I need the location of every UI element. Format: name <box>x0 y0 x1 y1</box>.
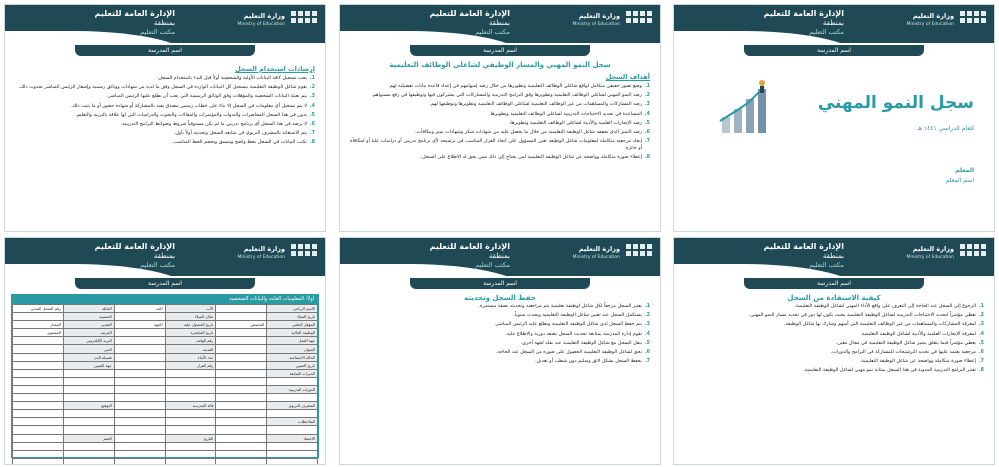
table-cell <box>63 426 114 434</box>
table-cell <box>114 353 165 361</box>
table-cell: الحالة الاجتماعية <box>267 353 318 361</box>
table-cell <box>267 458 318 465</box>
table-cell <box>114 434 165 442</box>
table-cell: الجد <box>114 305 165 313</box>
page-cover <box>673 4 995 232</box>
table-cell <box>114 369 165 377</box>
table-cell: الأب <box>165 305 216 313</box>
table-row <box>13 353 318 361</box>
page-personal-info-form <box>4 237 326 465</box>
table-cell <box>63 377 114 385</box>
table-cell <box>13 313 64 321</box>
table-row <box>13 418 318 426</box>
list-item: 3. لمعرفة المشاركات والمساهمات من غير الوظائف التعليمية التي أسهم وشارك بها شاغل الوظيفة. <box>784 322 984 328</box>
list-item: 1. يجب تسجيل كافة البيانات الأولية والشخصية أولاً قبل البدء باستخدام السجل. <box>156 76 315 81</box>
table-cell <box>267 410 318 418</box>
school-name-label: اسم المدرسة <box>410 278 590 289</box>
table-cell: المعدل <box>13 321 64 329</box>
table-cell: الدورات التدريبية <box>267 385 318 393</box>
section-subtitle: أهداف السجل <box>605 73 650 81</box>
table-cell: عدد الأبناء <box>165 353 216 361</box>
table-cell <box>13 345 64 353</box>
teacher-label: المعلم <box>955 167 974 174</box>
ministry-logo: وزارة التعليم Ministry of Education <box>866 244 986 266</box>
table-row <box>13 394 318 402</box>
table-row <box>13 434 318 442</box>
table-cell: العنوان <box>267 345 318 353</box>
list-item: 8. تكتب البيانات في السجل بخط واضح ومنسق وبحجم الخط المناسب. <box>171 140 315 146</box>
table-cell: المدينة <box>165 345 216 353</box>
table-cell <box>114 442 165 450</box>
school-name-label: اسم المدرسة <box>744 45 924 56</box>
table-cell: جهة العمل <box>267 337 318 345</box>
page-header: وزارة التعليم Ministry of Education الإدارة العامة للتعليم بمنطقة مكتب التعليم <box>674 238 994 276</box>
table-cell <box>63 410 114 418</box>
list-item: 4. المساعدة في تحديد الاحتياجات التدريبية لشاغلي الوظائف التعليمية وتطويرها. <box>489 111 650 117</box>
list-item: 5. يدون في هذا السجل المحاضرات والندوات والمؤتمرات والمقالات والبحوث والدراسات التي لها علاقة بالتربية والتعليم. <box>75 112 315 118</box>
table-cell <box>216 394 267 402</box>
table-cell: الجهة <box>114 321 165 329</box>
table-cell <box>63 450 114 458</box>
table-cell <box>13 369 64 377</box>
list-item: 7. إعطاء صورة متكاملة وواضحة عن شاغل الوظيفة التعليمية. <box>859 359 984 365</box>
page-header: وزارة التعليم Ministry of Education الإدارة العامة للتعليم بمنطقة مكتب التعليم <box>5 238 325 276</box>
section-subtitle: كيفية الاستفادة من السجل <box>787 294 881 302</box>
school-name-label: اسم المدرسة <box>410 45 590 56</box>
table-cell <box>114 385 165 393</box>
table-cell <box>13 434 64 442</box>
list-item: 2. تعطي مؤشراً لتحديد الاحتياجات التدريبية لشاغل الوظيفة التعليمية بحيث يكون لها دور في تحديد مسار النمو المهني. <box>748 313 984 319</box>
table-cell: العائلة <box>63 305 114 313</box>
table-cell <box>165 385 216 393</box>
list-item: 2. يقوم شاغل الوظيفة التعليمية بتسجيل كل البيانات الواردة في السجل وفق ما لديه من شهادات ووثائق رسمية وإشعار الرئيس المباشر بحدوث ذلك. <box>18 85 315 91</box>
ministry-logo: وزارة التعليم Ministry of Education <box>197 11 317 33</box>
table-cell <box>63 442 114 450</box>
table-cell <box>165 426 216 434</box>
table-cell <box>114 418 165 426</box>
form-title: أولاً: المعلومات العامة والبيانات الشخصية <box>12 295 318 304</box>
table-cell <box>216 458 267 465</box>
list-item: 3. يتم تعبئة البيانات الشخصية والمؤهلات وفق الوثائق الرسمية التي يجب أن يطلع عليها الرئيس المباشر. <box>106 94 315 100</box>
table-row <box>13 313 318 321</box>
table-cell <box>13 394 64 402</box>
table-cell <box>63 369 114 377</box>
list-item: 7. يتم الاستعانة بالمشرف التربوي في متابعة السجل وتحديثه أولاً بأول. <box>173 131 315 137</box>
table-row <box>13 329 318 337</box>
table-cell: الحي <box>63 345 114 353</box>
school-name-label: اسم المدرسة <box>75 45 255 56</box>
table-cell <box>216 377 267 385</box>
page-header: وزارة التعليم Ministry of Education الإدارة العامة للتعليم بمنطقة مكتب التعليم <box>340 238 660 276</box>
teacher-name: اسم المعلم <box>945 177 974 184</box>
header-line1: الإدارة العامة للتعليم <box>94 9 175 18</box>
table-row <box>13 305 318 313</box>
table-cell <box>216 361 267 369</box>
table-cell: تاريخ الميلاد <box>267 313 318 321</box>
table-cell: الملاحظات <box>267 418 318 426</box>
table-cell <box>165 394 216 402</box>
header-line3: مكتب التعليم <box>140 28 175 36</box>
table-row <box>13 361 318 369</box>
table-cell <box>13 458 64 465</box>
table-cell <box>114 394 165 402</box>
table-cell: البريد الإلكتروني <box>63 337 114 345</box>
table-cell: الخبرات السابقة <box>267 369 318 377</box>
list-item: 3. رصد المشاركات والمساهمات من غير الوظائف التعليمية لشاغلي الوظائف التعليمية وتطويرها وتوظيفها لهم. <box>429 102 650 108</box>
table-row <box>13 385 318 393</box>
list-item: 4. لمعرفة الإنجازات العلمية والأدبية لشاغل الوظيفة التعليمية. <box>860 331 984 337</box>
cover-title: سجل النمو المهني <box>817 93 974 113</box>
table-cell <box>114 410 165 418</box>
table-row <box>13 345 318 353</box>
page-how-to-benefit <box>673 237 995 465</box>
list-item: 3. يتم حفظ السجل لدى شاغل الوظيفة التعليمية ويطلع عليه الرئيس المباشر. <box>494 322 650 328</box>
table-cell <box>216 369 267 377</box>
table-cell <box>267 394 318 402</box>
table-cell <box>63 458 114 465</box>
ministry-logo: وزارة التعليم Ministry of Education <box>866 11 986 33</box>
table-cell: التخصص <box>216 321 267 329</box>
table-cell <box>114 337 165 345</box>
ministry-logo: وزارة التعليم Ministry of Education <box>532 244 652 266</box>
table-cell <box>165 450 216 458</box>
table-cell <box>216 345 267 353</box>
table-cell: رقم القرار <box>165 361 216 369</box>
table-cell <box>165 410 216 418</box>
objective-list <box>350 84 650 162</box>
table-cell: الجنسية <box>63 313 114 321</box>
table-row <box>13 321 318 329</box>
page-header: وزارة التعليم Ministry of Education الإدارة العامة للتعليم بمنطقة مكتب التعليم <box>340 5 660 43</box>
list-item: 1. يعتبر السجل مرجعاً لكل شاغل لوظيفة تعليمية يتم مراجعته وتحديثه بصفة مستمرة. <box>478 304 650 309</box>
table-cell <box>216 410 267 418</box>
table-cell: الاعتماد <box>267 434 318 442</box>
table-cell <box>165 458 216 465</box>
table-cell <box>216 426 267 434</box>
table-cell <box>165 369 216 377</box>
table-cell <box>13 361 64 369</box>
list-item: 5. ينقل السجل مع شاغل الوظيفة التعليمية عند نقله لجهة أخرى. <box>520 340 650 346</box>
table-row <box>13 337 318 345</box>
table-cell <box>114 402 165 410</box>
school-name-label: اسم المدرسة <box>75 278 255 289</box>
table-cell <box>216 450 267 458</box>
ministry-logo: وزارة التعليم Ministry of Education <box>197 244 317 266</box>
list-item: 4. لا يتم تسجيل أي معلومات في السجل إلا بناء على خطاب رسمي مصدق يفيد بالمشاركة أو شهادة حضور أو ما يثبت ذلك. <box>70 103 315 109</box>
table-row <box>13 410 318 418</box>
table-cell <box>267 426 318 434</box>
table-cell <box>165 418 216 426</box>
list-item: 6. لا يرصد في هذا السجل أي برنامج تدريبي ما لم يكن مستوفياً شروط وضوابط البرامج التدريبية. <box>120 121 315 127</box>
table-cell <box>114 313 165 321</box>
table-cell <box>13 426 64 434</box>
table-row <box>13 442 318 450</box>
table-cell <box>267 377 318 385</box>
page-header <box>5 5 325 43</box>
list-item: 2. رصد النمو المهني لشاغلي الوظائف التعليمية وتطويرها وفق البرامج التدريبية والمشاركات التي يشتركون فيها وتوظيفها في رفع مستواهم. <box>371 93 650 99</box>
table-cell: مكان الميلاد <box>165 313 216 321</box>
list-item: 7. يحفظ السجل بشكل لائق وسليم دون شطب أو تعديل. <box>535 359 650 365</box>
table-cell <box>216 385 267 393</box>
table-cell <box>216 305 267 313</box>
page-header: وزارة التعليم Ministry of Education الإدارة العامة للتعليم بمنطقة مكتب التعليم <box>674 5 994 43</box>
header-line2: بمنطقة <box>153 19 175 27</box>
table-cell: التقدير <box>63 321 114 329</box>
table-row <box>13 402 318 410</box>
table-cell <box>63 418 114 426</box>
table-cell: الاسم الرباعي <box>267 305 318 313</box>
table-row <box>13 369 318 377</box>
table-cell <box>114 426 165 434</box>
table-cell <box>63 394 114 402</box>
list-item: 6. رصد التميز الذي يحققه شاغل الوظيفة التعليمية من خلال ما يحصل عليه من شهادات شكر وشهادات تميز ومكافآت. <box>415 129 650 135</box>
table-cell: جهة التعيين <box>63 361 114 369</box>
table-cell <box>216 418 267 426</box>
list-item: 2. يستكمل السجل عند تعيين شاغل الوظيفة التعليمية ويحدث سنوياً. <box>513 313 650 319</box>
table-cell: المرتبة <box>63 329 114 337</box>
cover-year: للعام الدراسي ١٤٤١ هـ <box>916 125 974 132</box>
table-cell <box>13 385 64 393</box>
table-cell <box>165 377 216 385</box>
table-cell: تاريخ الحصول عليه <box>165 321 216 329</box>
table-cell <box>13 442 64 450</box>
table-cell <box>13 353 64 361</box>
school-name-label: اسم المدرسة <box>744 278 924 289</box>
table-cell <box>216 434 267 442</box>
ministry-logo: وزارة التعليم Ministry of Education <box>532 11 652 33</box>
table-cell <box>216 329 267 337</box>
table-cell <box>114 377 165 385</box>
table-cell <box>216 337 267 345</box>
table-cell <box>63 385 114 393</box>
table-cell <box>267 450 318 458</box>
section-subtitle: إرشادات استخدام السجل <box>235 65 315 73</box>
table-cell: الختم <box>63 434 114 442</box>
table-cell: المستوى <box>13 329 64 337</box>
table-cell <box>216 442 267 450</box>
table-cell: قائد المدرسة <box>165 402 216 410</box>
list-item: 8. تعتبر البرامج التدريبية المدونة في هذا السجل بمثابة نمو مهني لشاغل الوظيفة التعليمية. <box>803 368 984 374</box>
table-cell <box>114 450 165 458</box>
table-cell <box>216 313 267 321</box>
page-usage-instructions <box>4 4 326 232</box>
table-cell <box>13 450 64 458</box>
table-cell <box>114 329 165 337</box>
table-cell <box>114 361 165 369</box>
list-item: 6. يحق لشاغل الوظيفة التعليمية الحصول على صورة من السجل عند الحاجة. <box>495 349 650 355</box>
table-cell: تاريخ التعيين <box>267 361 318 369</box>
instruction-list <box>15 76 315 147</box>
table-cell <box>114 345 165 353</box>
list-item: 5. يعطي مؤشراً فيما يتعلق بتميز شاغل الوظيفة التعليمية في مجال معين. <box>835 340 984 346</box>
list-item: 7. إيجاد مرجعية متكاملة لمعلومات شاغل الوظيفة تعين المسؤول على اتخاذ القرار المناسب في ترشيحه لأي برنامج تدريبي أو دراسات عليا أو لمكافأة أو جائزة. <box>350 139 650 151</box>
table-cell <box>216 353 267 361</box>
keeping-list <box>350 304 650 366</box>
table-cell: المؤهل العلمي <box>267 321 318 329</box>
table-row <box>13 458 318 465</box>
table-cell <box>13 418 64 426</box>
section-subtitle: حفظ السجل وتحديثه <box>464 294 536 302</box>
growth-illustration-icon <box>714 77 774 137</box>
list-item: 1. وضع تصور حقيقي متكامل لواقع شاغلي الوظائف التعليمية وتطويرها من خلال رصد إسهامهم في إعداد قاعدة بيانات تفصيلية لهم. <box>388 84 650 89</box>
table-cell: فصيلة الدم <box>63 353 114 361</box>
list-item: 8. إعطاء صورة متكاملة وواضحة عن شاغل الوظيفة التعليمية لمن يحتاج إلى ذلك ممن يحق له الاطلاع على السجل. <box>420 154 650 160</box>
table-cell <box>267 442 318 450</box>
table-cell: الوظيفة الحالية <box>267 329 318 337</box>
list-item: 5. رصد الإنجازات العلمية والأدبية لشاغلي الوظائف التعليمية وتطويرها. <box>508 120 650 126</box>
table-row <box>13 377 318 385</box>
table-cell <box>165 442 216 450</box>
table-cell <box>114 458 165 465</box>
table-cell <box>216 402 267 410</box>
page-record-keeping <box>339 237 661 465</box>
list-item: 4. تقوم إدارة المدرسة بمتابعة تحديث السجل بصفة دورية والاطلاع عليه. <box>505 331 650 337</box>
table-cell: التوقيع <box>63 402 114 410</box>
table-cell <box>13 337 64 345</box>
list-item: 6. مرجعية يعتمد عليها في تحديد الترشيحات للمشاركة في البرامج والدورات. <box>830 349 984 355</box>
table-cell: التاريخ <box>165 434 216 442</box>
table-row <box>13 450 318 458</box>
table-cell: تاريخ المباشرة <box>165 329 216 337</box>
table-cell <box>13 377 64 385</box>
benefit-list <box>684 304 984 375</box>
table-cell: رقم السجل المدني <box>13 305 64 313</box>
table-row <box>13 426 318 434</box>
personal-info-table <box>11 294 319 458</box>
table-cell <box>13 410 64 418</box>
page-title: سجل النمو المهني والمسار الوظيفي لشاغلي الوظائف التعليمية <box>389 61 611 69</box>
table-cell: رقم الهاتف <box>165 337 216 345</box>
list-item: 1. الرجوع إلى السجل عند الحاجة إلى التعرف على واقع الأداء المهني لشاغل الوظيفة التعليمية. <box>794 304 984 309</box>
table-cell <box>13 402 64 410</box>
page-objectives <box>339 4 661 232</box>
table-cell: المشرف التربوي <box>267 402 318 410</box>
